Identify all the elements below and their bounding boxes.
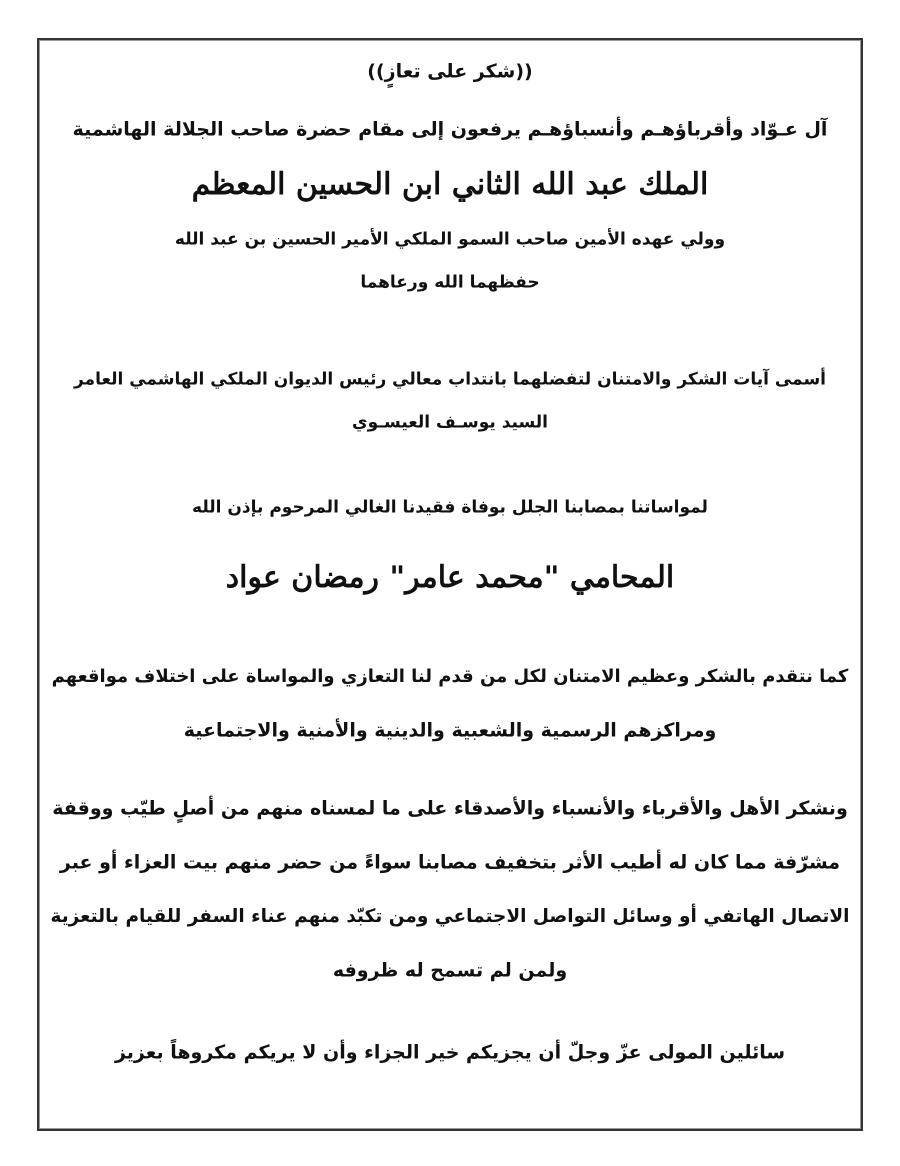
- text-line: مشرّفة مما كان له أطيب الأثر بتخفيف مصابنا سواءً من حضر منهم بيت العزاء أو عبر: [59, 851, 841, 874]
- text-line: حفظهما الله ورعاهما: [360, 272, 540, 293]
- notice-title: ((شكر على تعازٍ)): [367, 60, 533, 83]
- text-line: ونشكر الأهل والأقرباء والأنسباء والأصدقاء على ما لمسناه منهم من أصلٍ طيّب ووقفة: [52, 797, 848, 820]
- text-line: أسمى آيات الشكر والامتنان لتفضلهما بانتداب معالي رئيس الديوان الملكي الهاشمي العامر: [73, 369, 826, 390]
- text-line: لمواساتنا بمصابنا الجلل بوفاة فقيدنا الغالي المرحوم بإذن الله: [192, 497, 708, 518]
- text-line: آل عـوّاد وأقرباؤهـم وأنسباؤهـم يرفعون إلى مقام حضرة صاحب الجلالة الهاشمية: [72, 118, 828, 141]
- text-line: وولي عهده الأمين صاحب السمو الملكي الأمير الحسين بن عبد الله: [174, 229, 726, 250]
- text-line: ولمن لم تسمح له ظروفه: [332, 959, 568, 982]
- text-line: الاتصال الهاتفي أو وسائل التواصل الاجتماعي ومن تكبّد منهم عناء السفر للقيام بالتعزية: [50, 905, 850, 927]
- text-line: سائلين المولى عزّ وجلّ أن يجزيكم خير الجزاء وأن لا يريكم مكروهاً بعزيز: [114, 1041, 786, 1064]
- deceased-name: المحامي "محمد عامر" رمضان عواد: [225, 560, 675, 595]
- text-line: السيد يوسـف العيسـوي: [351, 412, 548, 433]
- text-line: كما نتقدم بالشكر وعظيم الامتنان لكل من قدم لنا التعازي والمواساة على اختلاف مواقعهم: [51, 666, 849, 687]
- king-name: الملك عبد الله الثاني ابن الحسين المعظم: [191, 167, 709, 202]
- text-line: ومراكزهم الرسمية والشعبية والدينية والأمنية والاجتماعية: [183, 719, 717, 742]
